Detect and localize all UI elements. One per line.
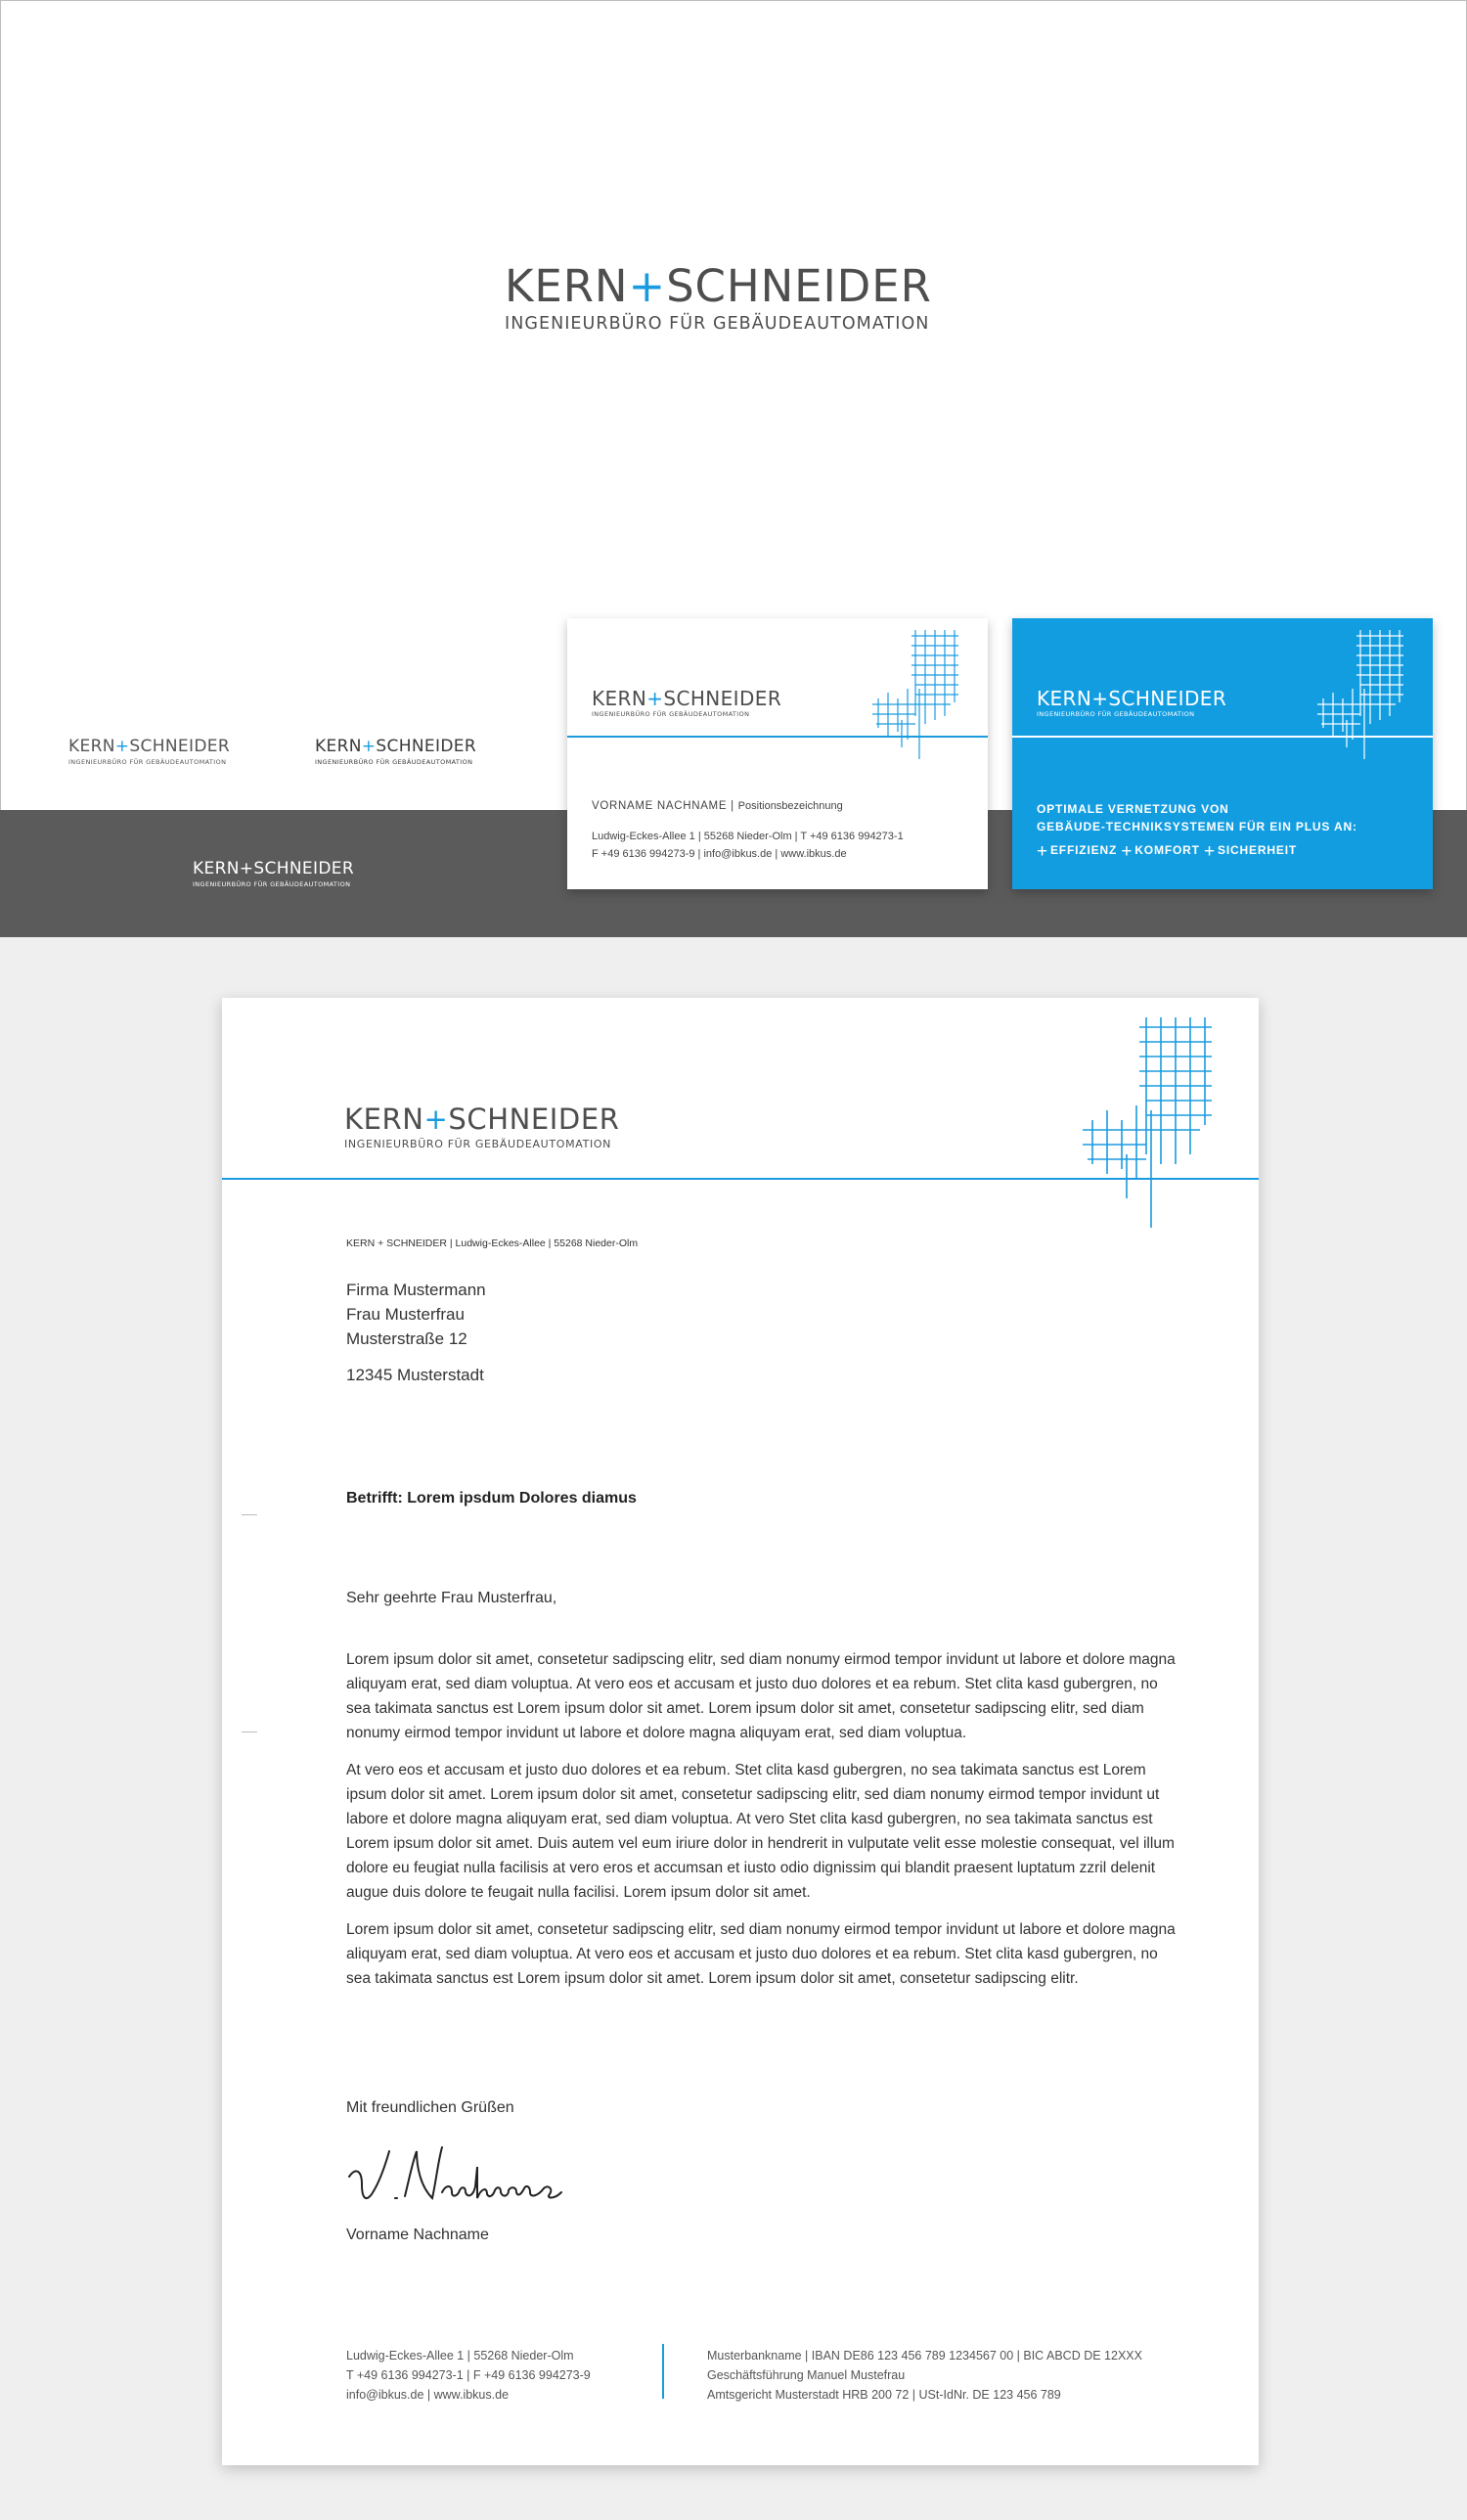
recipient-street: Musterstraße 12 [346, 1329, 467, 1348]
logo-tagline: INGENIEURBÜRO FÜR GEBÄUDEAUTOMATION [1037, 710, 1195, 718]
signature [344, 2138, 579, 2216]
recipient-city: 12345 Musterstadt [346, 1366, 484, 1384]
logo-tagline: INGENIEURBÜRO FÜR GEBÄUDEAUTOMATION [344, 1138, 612, 1150]
logo-wordmark: KERN+SCHNEIDER [315, 737, 476, 756]
recipient-company: Firma Mustermann [346, 1281, 486, 1299]
salutation: Sehr geehrte Frau Musterfrau, [346, 1590, 557, 1606]
plus-icon: + [1037, 841, 1048, 862]
letterhead-logo [344, 1102, 620, 1150]
logo-tagline: INGENIEURBÜRO FÜR GEBÄUDEAUTOMATION [592, 710, 750, 718]
logo-wordmark: KERN+SCHNEIDER [193, 859, 354, 878]
letter-subject: Betrifft: Lorem ipsdum Dolores diamus [346, 1490, 637, 1507]
business-card-back [1012, 618, 1433, 889]
logo-tagline: INGENIEURBÜRO FÜR GEBÄUDEAUTOMATION [68, 758, 227, 766]
plus-icon: + [628, 260, 667, 312]
card-claim: OPTIMALE VERNETZUNG VON GEBÄUDE-TECHNIKSYSTEMEN FÜR EIN PLUS AN: + EFFIZIENZ + KOMFORT + SICHERHEIT [1037, 802, 1357, 862]
plus-icon: + [1121, 841, 1134, 862]
logo-variant-white [193, 861, 354, 888]
letterhead-sheet [222, 998, 1259, 2465]
paragraph: At vero eos et accusam et justo duo dolores et ea rebum. Stet clita kasd gubergren, no sea takimata sanctus est Lorem ipsum dolor sit amet. Lorem ipsum dolor sit amet, consetetur sadipscing elitr, sed diam nonumy eirmod tempor invidunt ut labore et dolore magna aliquyam erat, sed diam voluptua. At vero Stet clita kasd gubergren, no sea takimata sanctus est Lorem ipsum dolor sit amet. Duis autem vel eum iriure dolor in hendrerit in vulputate velit esse molestie consequat, vel illum dolore eu feugiat nulla facilisis at vero eros et accumsan et iusto odio dignissim qui blandit praesent luptatum zzril delenit augue duis dolore te feugait nulla facilisi. Lorem ipsum dolor sit amet. [346, 1762, 1175, 1901]
recipient-address [346, 1278, 486, 1387]
plus-icon: + [423, 1102, 449, 1136]
card-position: Positionsbezeichnung [737, 800, 843, 812]
card-contact: Ludwig-Eckes-Allee 1 | 55268 Nieder-Olm | T +49 6136 994273-1 F +49 6136 994273-9 | info@ibkus.de | www.ibkus.de [592, 831, 904, 860]
hero-logo [505, 260, 932, 334]
logo-wordmark: KERN+SCHNEIDER [505, 260, 932, 312]
logo-tagline: INGENIEURBÜRO FÜR GEBÄUDEAUTOMATION [193, 880, 351, 888]
footer-legal: Musterbankname | IBAN DE86 123 456 789 1234567 00 | BIC ABCD DE 12XXX Geschäftsführung Manuel Mustefrau Amtsgericht Musterstadt HRB 200 72 | USt-IdNr. DE 123 456 789 [707, 2349, 1142, 2402]
accent-line [567, 736, 988, 738]
plus-icon: + [361, 737, 377, 756]
plus-icon: + [646, 687, 664, 710]
footer-contact: Ludwig-Eckes-Allee 1 | 55268 Nieder-Olm T +49 6136 994273-1 | F +49 6136 994273-9 info@ibkus.de | www.ibkus.de [346, 2349, 591, 2402]
logo-wordmark: KERN+SCHNEIDER [1037, 687, 1227, 710]
signer-name: Vorname Nachname [346, 2227, 489, 2243]
card-logo [1037, 689, 1226, 718]
business-card-front [567, 618, 988, 889]
grid-pattern-icon [872, 630, 962, 762]
logo-tagline: INGENIEURBÜRO FÜR GEBÄUDEAUTOMATION [505, 314, 930, 334]
white-line [1012, 736, 1433, 738]
closing: Mit freundlichen Grüßen [346, 2099, 514, 2116]
recipient-person: Frau Musterfrau [346, 1305, 465, 1324]
grid-pattern-icon [1083, 1017, 1215, 1233]
plus-icon: + [1204, 841, 1216, 862]
logo-variant-dark [315, 739, 476, 766]
logo-wordmark: KERN+SCHNEIDER [592, 687, 782, 710]
logo-wordmark: KERN+SCHNEIDER [344, 1102, 620, 1136]
card-name: VORNAME NACHNAME [592, 800, 728, 812]
card-person: VORNAME NACHNAME | Positionsbezeichnung [592, 800, 843, 812]
card-logo [592, 689, 781, 718]
logo-tagline: INGENIEURBÜRO FÜR GEBÄUDEAUTOMATION [315, 758, 473, 766]
plus-icon: + [114, 737, 130, 756]
sender-line: KERN + SCHNEIDER | Ludwig-Eckes-Allee | 55268 Nieder-Olm [346, 1238, 639, 1249]
paragraph: Lorem ipsum dolor sit amet, consetetur sadipscing elitr, sed diam nonumy eirmod tempor invidunt ut labore et dolore magna aliquyam erat, sed diam voluptua. At vero eos et accusam et justo duo dolores et ea rebum. Stet clita kasd gubergren, no sea takimata sanctus est Lorem ipsum dolor sit amet. Lorem ipsum dolor sit amet, consetetur sadipscing elitr. [346, 1921, 1176, 1987]
logo-variant-grey [68, 739, 230, 766]
accent-line [222, 1178, 1259, 1180]
benefits-row: + EFFIZIENZ + KOMFORT + SICHERHEIT [1037, 841, 1298, 862]
footer-divider [662, 2344, 664, 2399]
logo-wordmark: KERN+SCHNEIDER [68, 737, 230, 756]
paragraph: Lorem ipsum dolor sit amet, consetetur sadipscing elitr, sed diam nonumy eirmod tempor invidunt ut labore et dolore magna aliquyam erat, sed diam voluptua. At vero eos et accusam et justo duo dolores et ea rebum. Stet clita kasd gubergren, no sea takimata sanctus est Lorem ipsum dolor sit amet. Lorem ipsum dolor sit amet, consetetur sadipscing elitr, sed diam nonumy eirmod tempor invidunt ut labore et dolore magna aliquyam erat, sed diam voluptua. [346, 1651, 1176, 1741]
plus-icon: + [239, 859, 254, 878]
fold-mark [242, 1514, 257, 1515]
letter-body [346, 1647, 1178, 2003]
grid-pattern-icon [1317, 630, 1407, 762]
plus-icon: + [1091, 687, 1109, 710]
